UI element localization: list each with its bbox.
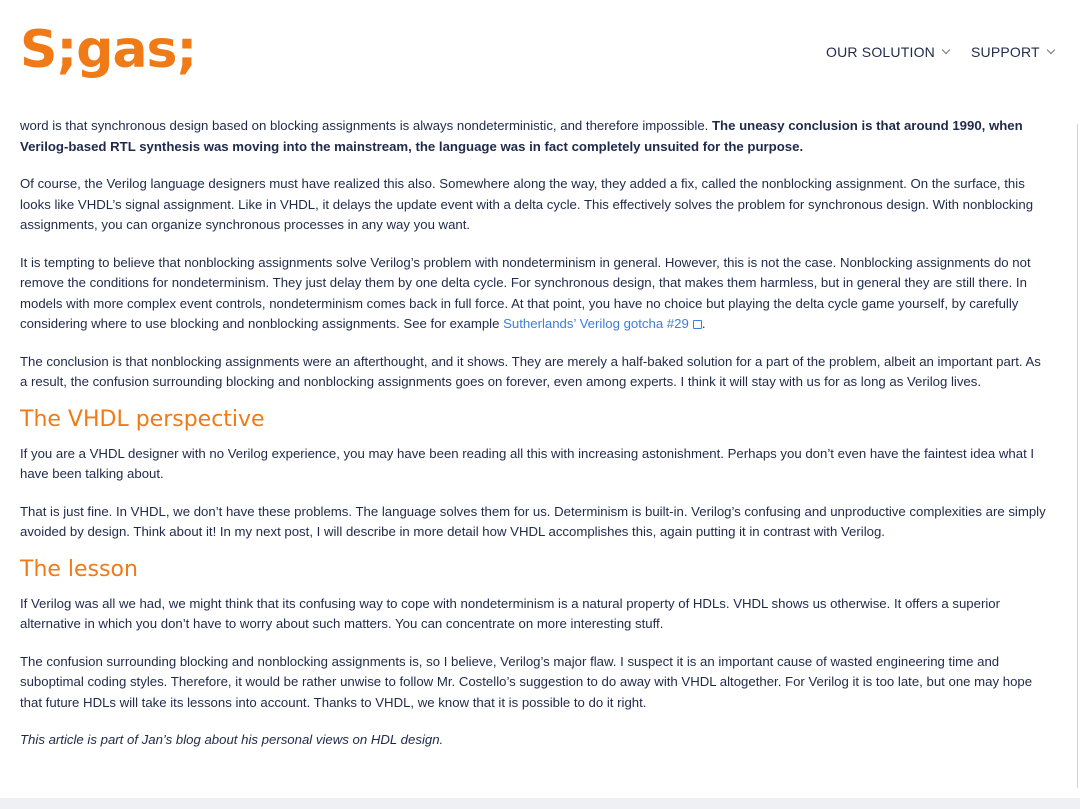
site-header	[0, 0, 1080, 108]
chevron-down-icon	[942, 46, 950, 54]
paragraph: The conclusion is that nonblocking assignments were an afterthought, and it shows. They are merely a half-baked solution for a part of the problem, albeit an important part. As a result, the confusion surrounding blocking and nonblocking assignments goes on forever, even among experts. I think it will stay with us for as long as Verilog lives.	[20, 353, 1041, 389]
main-nav	[826, 44, 1076, 60]
paragraph: If you are a VHDL designer with no Verilog experience, you may have been reading all this with increasing astonishment. Perhaps you don’t even have the faintest idea what I have been talking about.	[20, 445, 1035, 481]
article-body	[20, 116, 1050, 768]
footnote-text: This article is part of Jan’s blog about his personal views on HDL design.	[20, 732, 444, 747]
nav-our-solution[interactable]	[826, 44, 949, 60]
verilog-gotcha-link[interactable]	[503, 316, 702, 331]
heading-vhdl-perspective: The VHDL perspective	[20, 406, 265, 432]
paragraph: If Verilog was all we had, we might think that its confusing way to cope with nondeterminism is a natural property of HDLs. VHDL shows us otherwise. It offers a superior alternative in which you don’t have to worry about such matters. You can concentrate on more interesting stuff.	[20, 595, 1000, 631]
heading-the-lesson: The lesson	[20, 556, 138, 582]
nav-support-label: SUPPORT	[970, 44, 1040, 60]
chevron-down-icon	[1047, 46, 1055, 54]
nav-our-solution-label: OUR SOLUTION	[826, 44, 935, 60]
nav-support[interactable]	[971, 44, 1054, 60]
paragraph: The confusion surrounding blocking and nonblocking assignments is, so I believe, Verilog’s major flaw. I suspect it is an important cause of wasted engineering time and suboptimal coding styles. Therefore, it would be rather unwise to follow Mr. Costello’s suggestion to do away with VHDL altogether. For Verilog it is too late, but one may hope that future HDLs will take its lessons into account. Thanks to VHDL, we know that it is possible to do it right.	[20, 653, 1033, 710]
paragraph-end: .	[701, 316, 706, 331]
paragraph	[20, 253, 1050, 335]
link-text: Sutherlands’ Verilog gotcha #29	[503, 316, 689, 331]
paragraph-text: It is tempting to believe that nonblocking assignments solve Verilog’s problem with nondeterminism in general. However, this is not the case. Nonblocking assignments do not remove the conditions for nondeterminism. They just delay them by one delta cycle. For synchronous design, that makes them harmless, but in general they are still there. In models with more complex event controls, nondeterminism comes back in full force. At that point, you have no choice but playing the delta cycle game yourself, by carefully considering where to use blocking and nonblocking assignments. See for example	[20, 254, 1031, 331]
paragraph-text: word is that synchronous design based on blocking assignments is always nondeterministic, and therefore impossible.	[20, 118, 712, 133]
paragraph: That is just fine. In VHDL, we don’t have these problems. The language solves them for us. Determinism is built-in. Verilog’s confusing and unproductive complexities are simply avoided by design. Think about it! In my next post, I will describe in more detail how VHDL accomplishes this, again putting it in contrast with Verilog.	[20, 503, 1046, 539]
scrollbar-track[interactable]	[1077, 124, 1078, 788]
external-link-icon	[693, 320, 702, 329]
paragraph: Of course, the Verilog language designers must have realized this also. Somewhere along the way, they added a fix, called the nonblocking assignment. On the surface, this looks like VHDL’s signal assignment. Like in VHDL, it delays the update event with a delta cycle. This effectively solves the problem for synchronous design. With nonblocking assignments, you can organize synchronous processes in any way you want.	[20, 176, 1034, 232]
footer-strip	[0, 798, 1080, 809]
footnote	[20, 730, 1050, 751]
sigasi-logo[interactable]: S;gas;	[20, 20, 197, 80]
paragraph-bold-text: The uneasy conclusion is that around 1990, when Verilog-based RTL synthesis was moving into the mainstream, the language was in fact completely unsuited for the purpose.	[20, 118, 1023, 154]
paragraph	[20, 116, 1050, 157]
